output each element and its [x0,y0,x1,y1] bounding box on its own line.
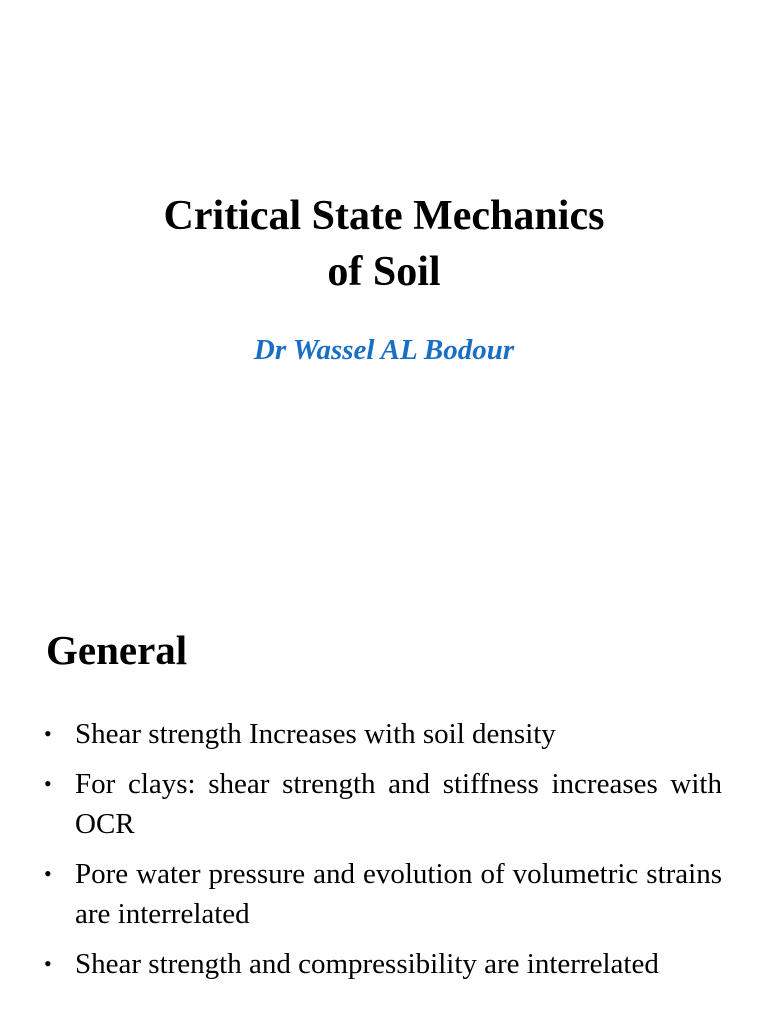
bullet-dot-icon: • [44,771,52,796]
bullet-item [42,714,722,754]
bullet-dot-icon: • [44,951,52,976]
content-slide [0,560,768,1024]
bullet-item [42,944,722,984]
bullet-list [42,714,722,994]
section-heading: General [46,627,188,673]
bullet-text: Pore water pressure and evolution of volumetric strains are interrelated [75,858,722,930]
bullet-item [42,854,722,934]
bullet-text: Shear strength and compressibility are interrelated [75,948,659,980]
bullet-text: Shear strength Increases with soil density [75,718,556,750]
bullet-text: For clays: shear strength and stiffness increases with OCR [75,768,722,840]
bullet-item [42,764,722,844]
slide-title [0,188,768,300]
bullet-dot-icon: • [44,861,52,886]
author-name: Dr Wassel AL Bodour [253,334,515,366]
bullet-dot-icon: • [44,721,52,746]
slide-title-line-1: Critical State Mechanics [163,193,605,239]
slide-title-line-2: of Soil [327,249,441,295]
